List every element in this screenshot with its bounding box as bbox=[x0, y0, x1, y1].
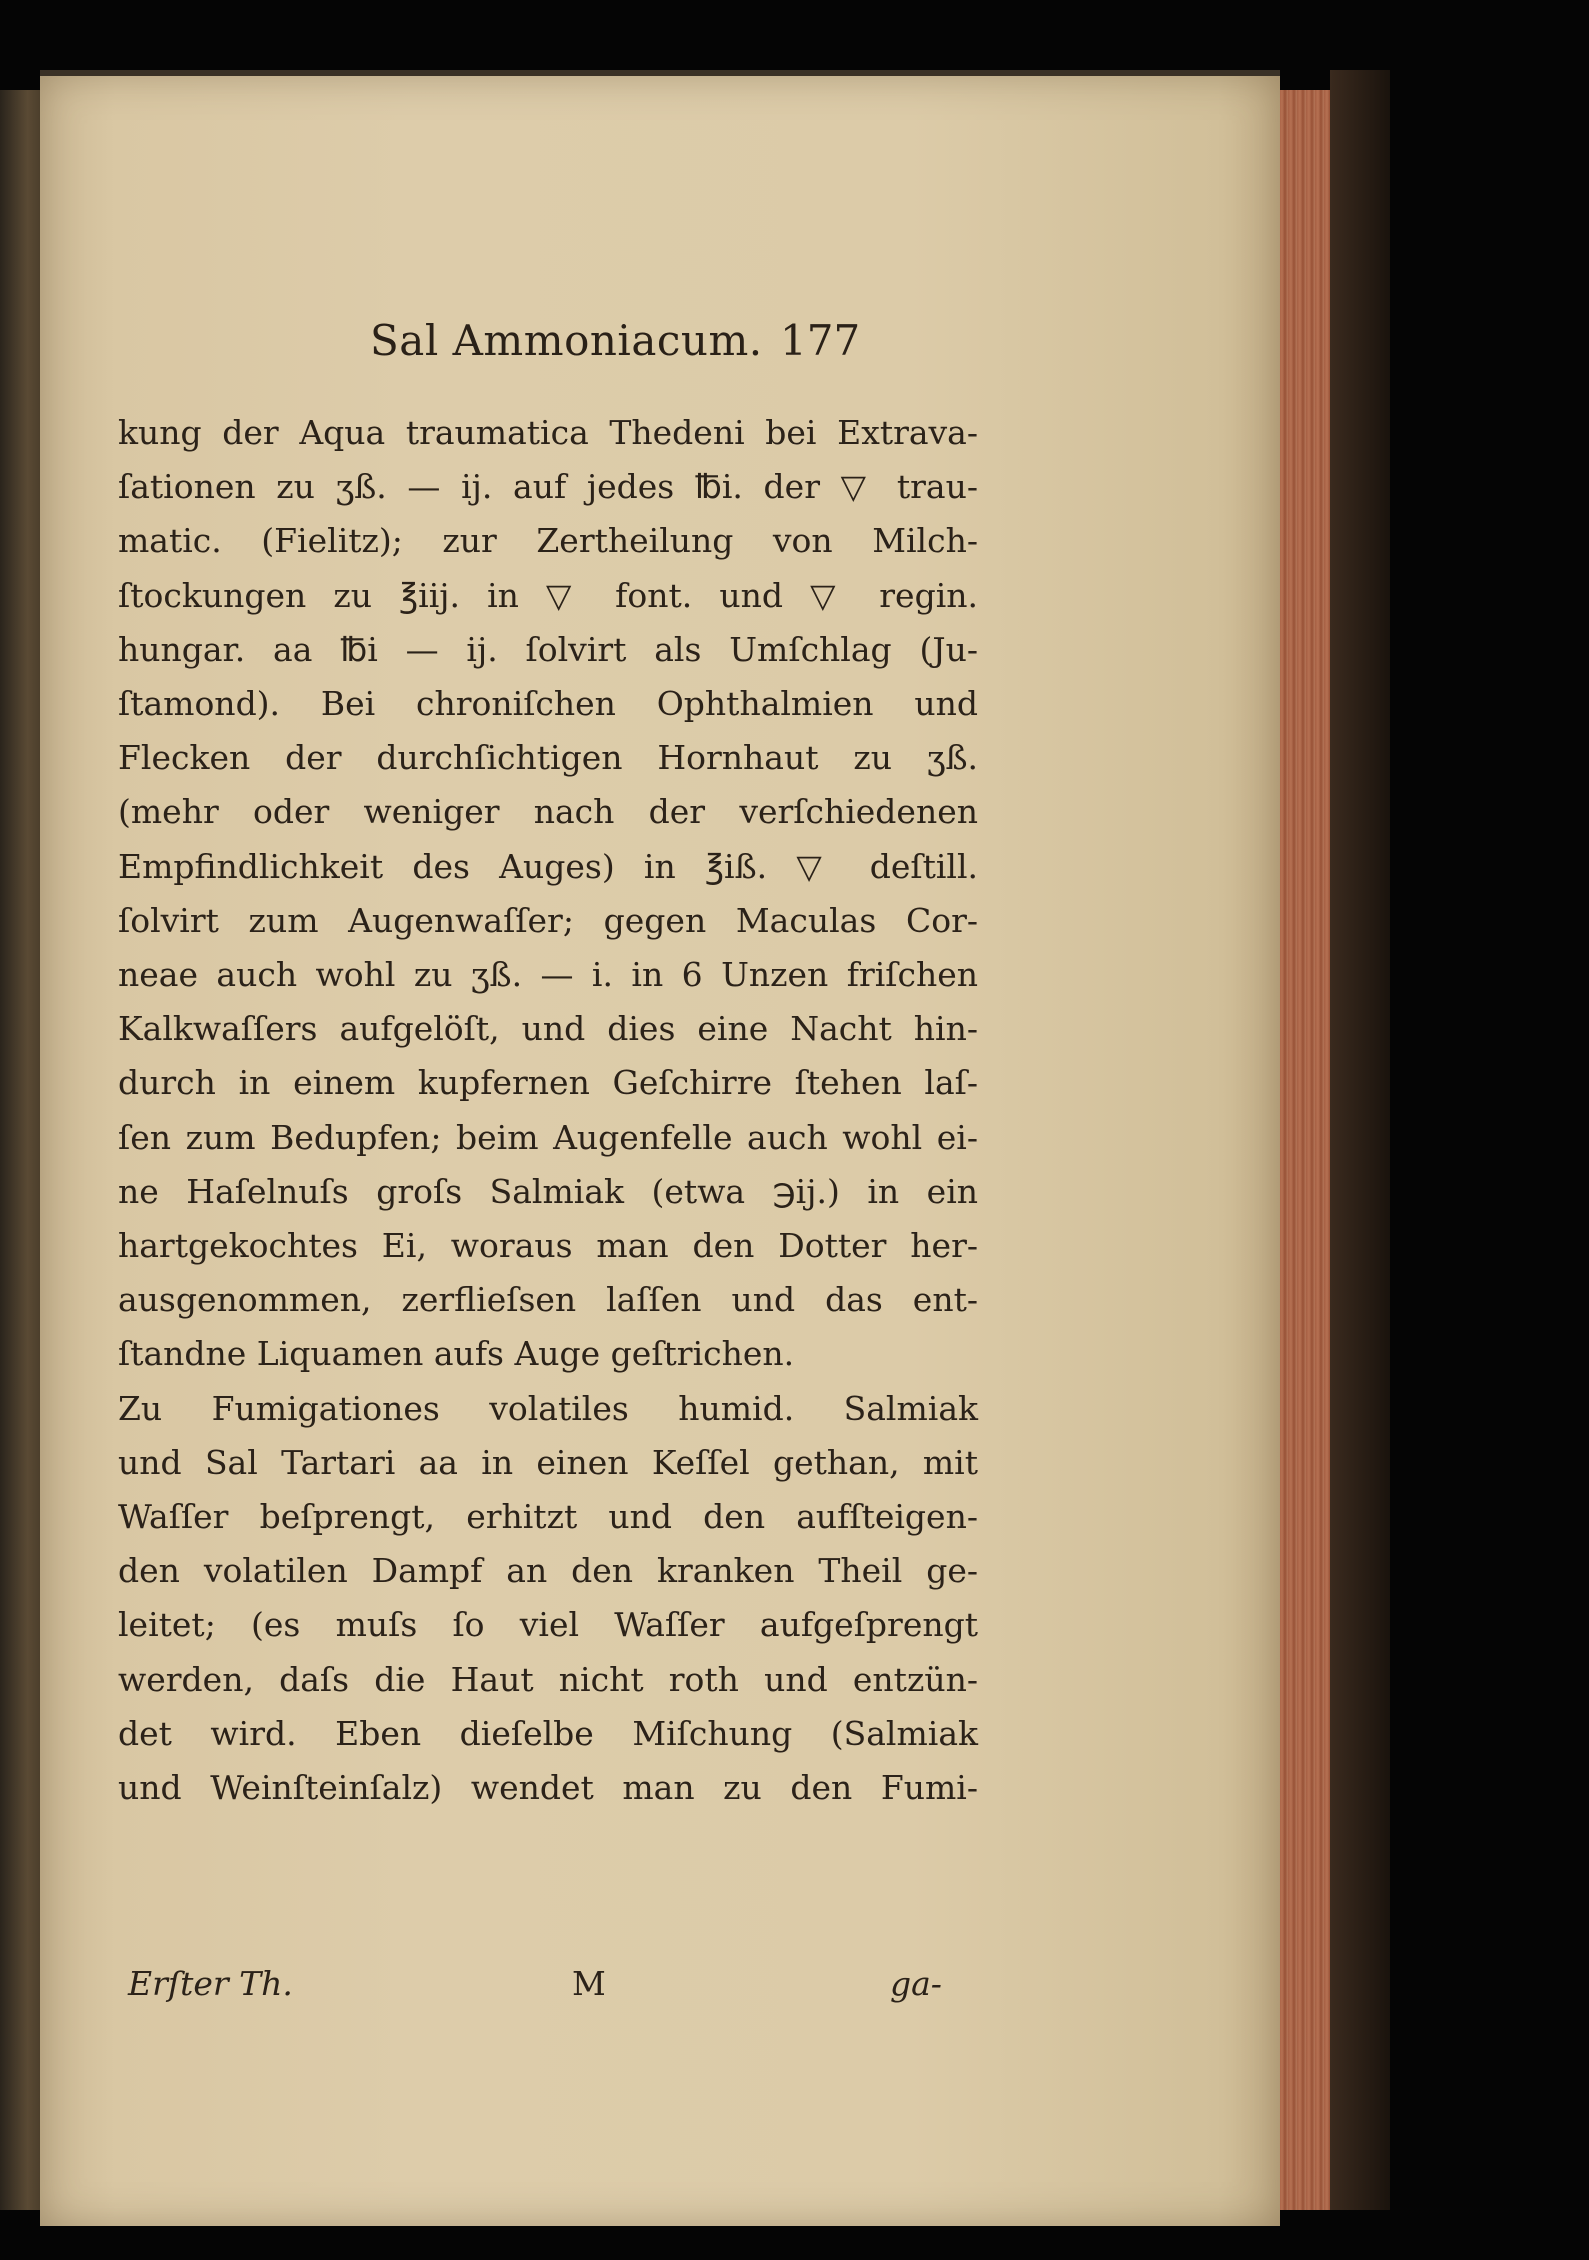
text-line: leitet; (es muſs ſo viel Waſſer aufgeſprengt bbox=[118, 1605, 978, 1645]
text-line: und Weinſteinſalz) wendet man zu den Fumi- bbox=[118, 1768, 978, 1808]
text-line: Zu Fumigationes volatiles humid. Salmiak bbox=[118, 1388, 978, 1428]
text-line: Flecken der durchſichtigen Hornhaut zu ʒß. bbox=[118, 738, 978, 778]
running-title: Sal Ammoniacum. bbox=[370, 316, 763, 365]
text-line: ſolvirt zum Augenwaſſer; gegen Maculas Cor- bbox=[118, 900, 978, 940]
text-line: und Sal Tartari aa in einen Keſſel gethan, mit bbox=[118, 1442, 978, 1482]
text-line: ſtandne Liquamen aufs Auge geſtrichen. bbox=[118, 1334, 795, 1374]
text-line: kung der Aqua traumatica Thedeni bei Extrava- bbox=[118, 413, 978, 452]
text-line: neae auch wohl zu ʒß. — i. in 6 Unzen friſchen bbox=[118, 955, 978, 995]
text-line: Waſſer beſprengt, erhitzt und den aufſteigen- bbox=[118, 1497, 978, 1537]
text-line: matic. (Fielitz); zur Zertheilung von Milch- bbox=[118, 521, 978, 561]
text-line: Empfindlichkeit des Auges) in ℥iß. ▽ deſtill. bbox=[118, 846, 978, 886]
body-text bbox=[118, 406, 978, 1815]
book-cover-edge bbox=[1330, 70, 1390, 2210]
text-line: hartgekochtes Ei, woraus man den Dotter her- bbox=[118, 1226, 978, 1266]
text-line: ne Haſelnuſs groſs Salmiak (etwa ℈ij.) in ein bbox=[118, 1171, 978, 1211]
signature-mark: M bbox=[572, 1964, 606, 2003]
text-line: ſen zum Bedupfen; beim Augenfelle auch wohl ei- bbox=[118, 1117, 978, 1157]
text-line: hungar. aa ℔i — ij. ſolvirt als Umſchlag (Ju- bbox=[118, 629, 978, 669]
text-line: det wird. Eben dieſelbe Miſchung (Salmiak bbox=[118, 1713, 978, 1753]
catchword: ga- bbox=[890, 1964, 942, 2003]
page-number: 177 bbox=[780, 316, 861, 365]
text-line: ausgenommen, zerflieſsen laſſen und das ent- bbox=[118, 1280, 978, 1320]
page-header bbox=[40, 316, 1280, 386]
book-page bbox=[40, 70, 1280, 2226]
text-line: ſationen zu ʒß. — ij. auf jedes ℔i. der ▽ trau- bbox=[118, 467, 978, 507]
volume-signature: Erſter Th. bbox=[128, 1964, 293, 2003]
text-line: ſtamond). Bei chroniſchen Ophthalmien und bbox=[118, 684, 978, 724]
text-line: ſtockungen zu ℥iij. in ▽ font. und ▽ regin. bbox=[118, 575, 978, 615]
page-footer bbox=[40, 1964, 1280, 2024]
text-line: Kalkwaſſers aufgelöſt, und dies eine Nacht hin- bbox=[118, 1009, 978, 1049]
text-line: werden, daſs die Haut nicht roth und entzün- bbox=[118, 1659, 978, 1699]
text-line: (mehr oder weniger nach der verſchiedenen bbox=[118, 792, 978, 832]
text-line: durch in einem kupfernen Geſchirre ſtehen laſ- bbox=[118, 1063, 978, 1103]
text-line: den volatilen Dampf an den kranken Theil ge- bbox=[118, 1551, 978, 1591]
